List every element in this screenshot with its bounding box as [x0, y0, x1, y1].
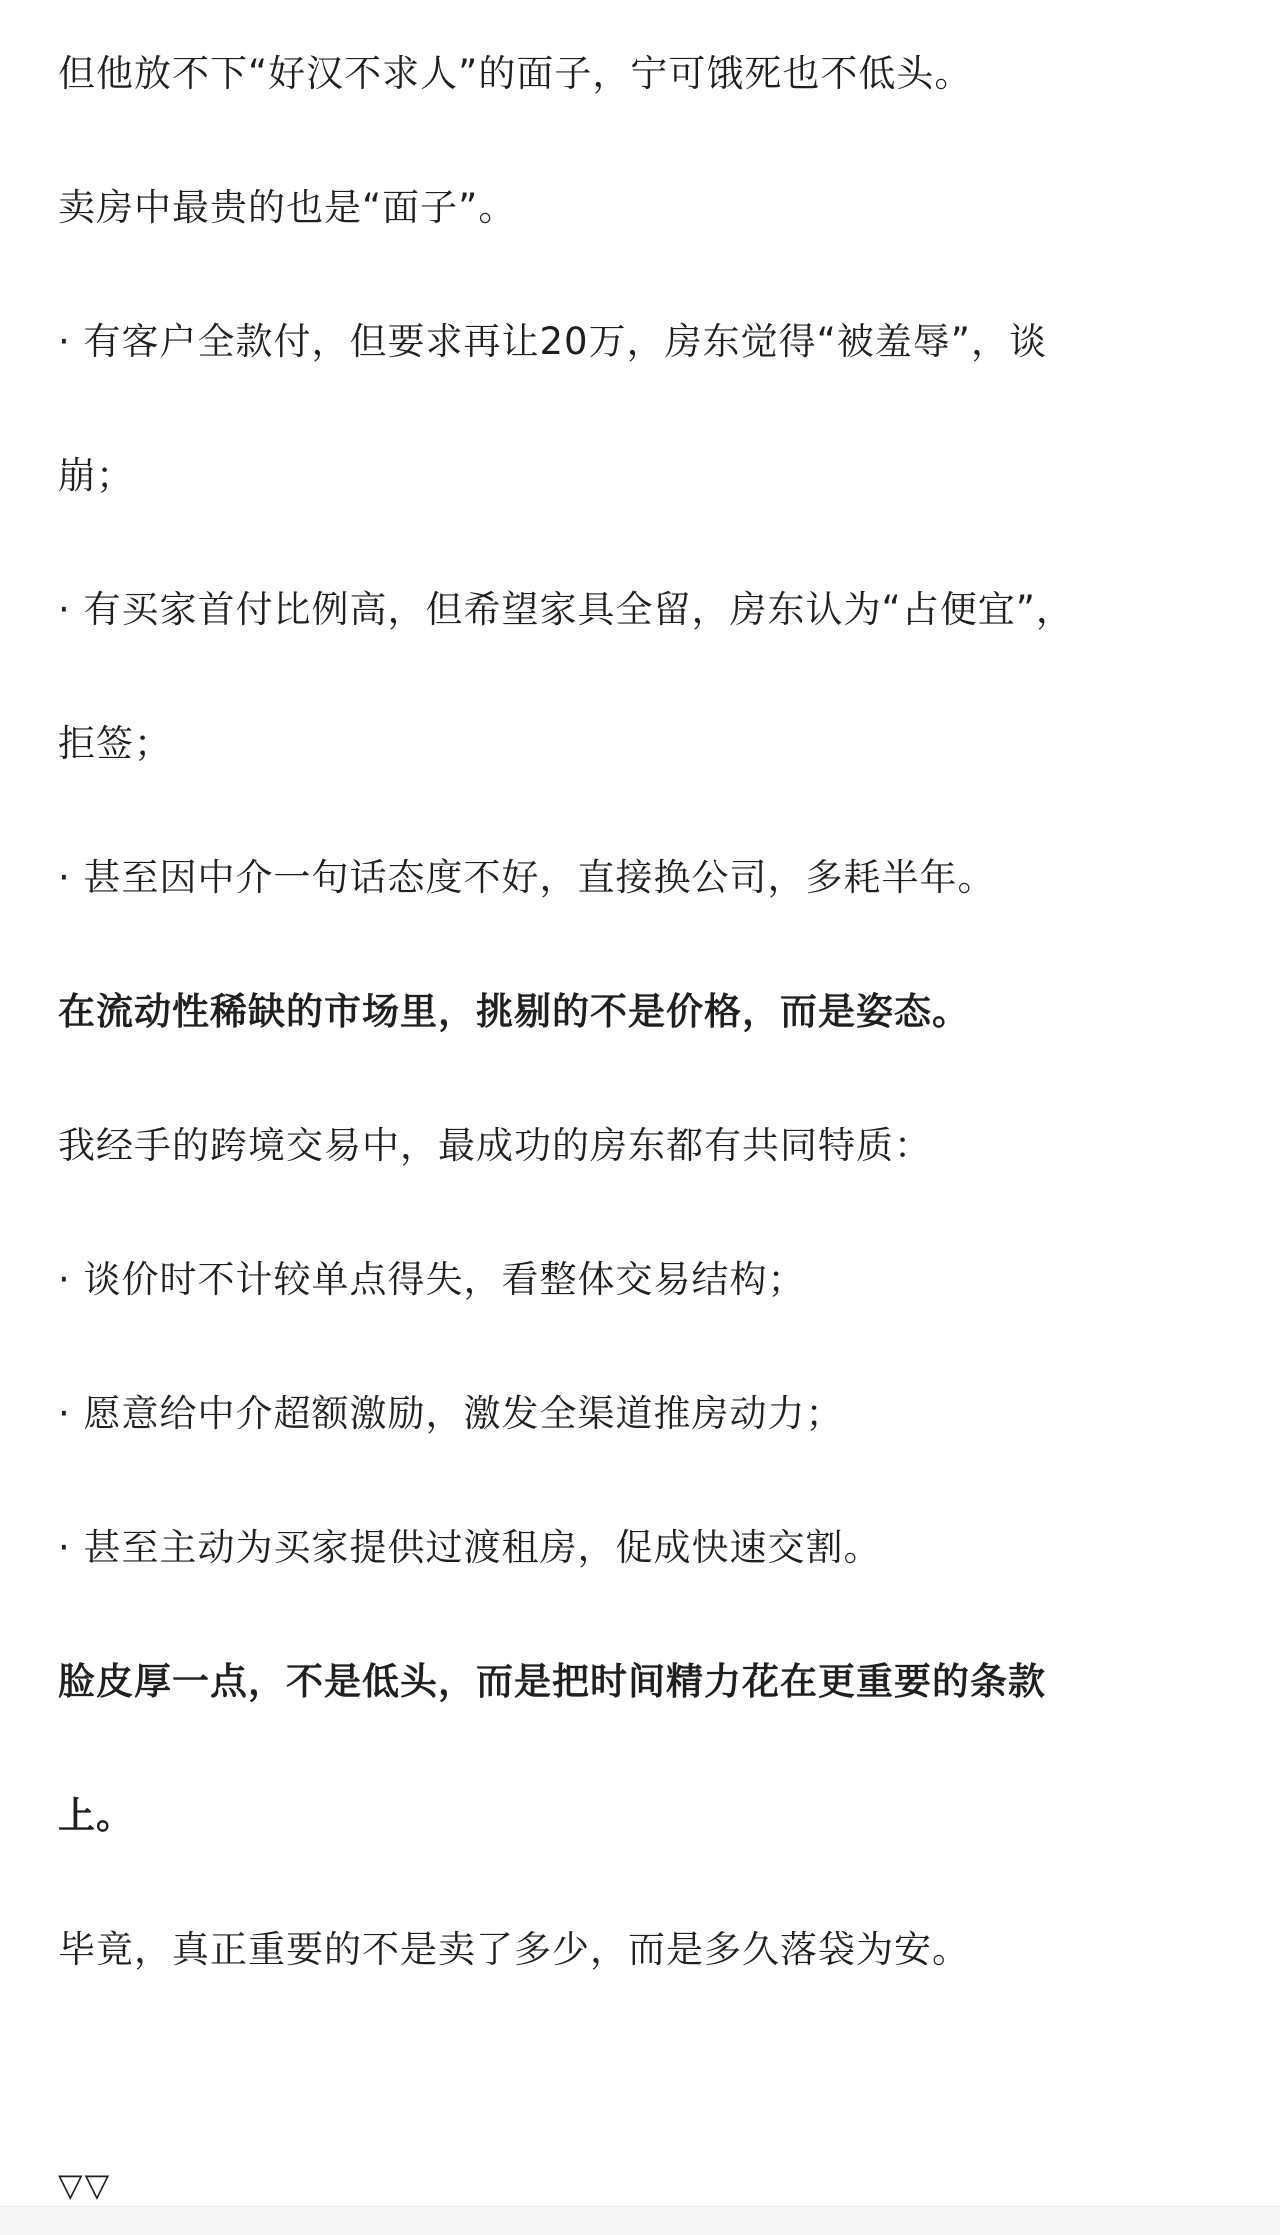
- bold-statement: 在流动性稀缺的市场里，挑剔的不是价格，而是姿态。: [58, 990, 970, 1033]
- bullet-line: · 甚至主动为买家提供过渡租房，促成快速交割。: [58, 1526, 882, 1569]
- bullet-line: · 谈价时不计较单点得失，看整体交易结构；: [58, 1258, 806, 1301]
- paragraph-line: 我经手的跨境交易中，最成功的房东都有共同特质：: [58, 1124, 932, 1167]
- closing-line: 毕竟，真正重要的不是卖了多少，而是多久落袋为安。: [58, 1928, 970, 1971]
- bullet-line: · 愿意给中介超额激励，激发全渠道推房动力；: [58, 1392, 844, 1435]
- bold-statement: 脸皮厚一点，不是低头，而是把时间精力花在更重要的条款: [58, 1660, 1046, 1703]
- paragraph-line: 但他放不下“好汉不求人”的面子，宁可饿死也不低头。: [58, 52, 973, 95]
- bold-statement-continuation: 上。: [58, 1794, 134, 1837]
- bullet-line: · 有买家首付比例高，但希望家具全留，房东认为“占便宜”，: [58, 588, 1074, 631]
- bullet-continuation: 拒签；: [58, 722, 172, 765]
- end-mark-icon: ▽▽: [58, 2166, 112, 2204]
- bottom-divider: [0, 2206, 1280, 2235]
- bullet-continuation: 崩；: [58, 454, 134, 497]
- bullet-line: · 甚至因中介一句话态度不好，直接换公司，多耗半年。: [58, 856, 996, 899]
- paragraph-line: 卖房中最贵的也是“面子”。: [58, 186, 517, 229]
- bullet-line: · 有客户全款付，但要求再让20万，房东觉得“被羞辱”，谈: [58, 320, 1047, 363]
